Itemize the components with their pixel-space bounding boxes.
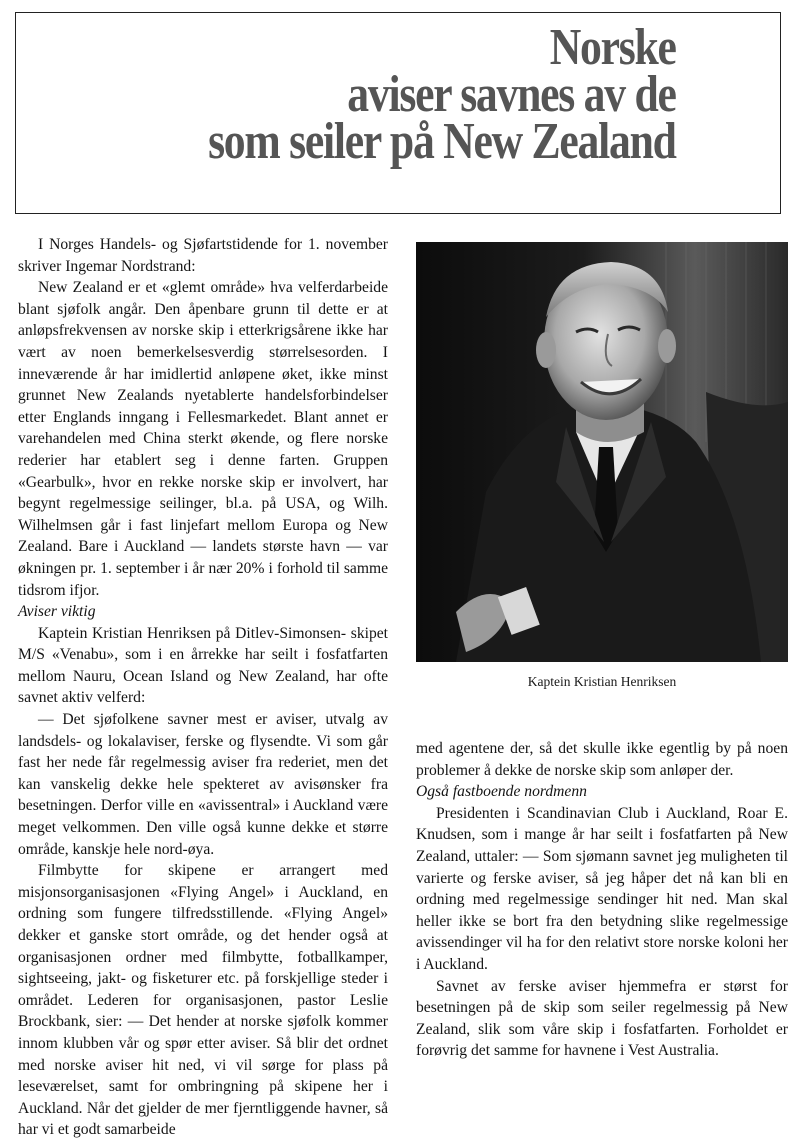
paragraph-conclusion: Savnet av ferske aviser hjemmefra er størst for besetningen på de skip som seiler regelmessig på New Zealand, slik som våre skip i fosfatfarten. Forholdet er forøvrig det samme for havnene i Vest Australia. (416, 977, 788, 1060)
subheading-fastboende: Også fastboende nordmenn (416, 783, 587, 801)
paragraph-scandinavian-club: Presidenten i Scandinavian Club i Auckland, Roar E. Knudsen, som i mange år har seilt i fosfatfarten på New Zealand, uttaler: — Som sjømann savnet jeg muligheten til varierte og ferske aviser, så jeg håper det nå kan bli en ordning med regelmessige sendinger hit ned. Man skal heller ikke se bort fra den betydning slike regelmessige avissendinger vil ha for den relativt store norske koloni her i Auckland. (416, 804, 788, 973)
article-right-column (416, 738, 788, 1062)
paragraph-captain: Kaptein Kristian Henriksen på Ditlev-Simonsen- skipet M/S «Venabu», som i en årrekke har seilt i fosfatfarten mellom Nauru, Ocean Island og New Zealand, har ofte savnet aktiv velferd: (18, 624, 388, 707)
headline-line-1: Norske (550, 19, 676, 76)
article-left-column (18, 234, 388, 1141)
paragraph-intro: I Norges Handels- og Sjøfartstidende for 1. november skriver Ingemar Nordstrand: (18, 236, 388, 275)
portrait-illustration (416, 242, 788, 662)
paragraph-film-exchange: Filmbytte for skipene er arrangert med misjonsorganisasjonen «Flying Angel» i Auckland, en ordning som fungere tilfredsstillende. «Flying Angel» dekker et ganske stort område, og det hender også at organisasjonen ordner med filmbytte, fotballkamper, sightseeing, jakt- og fisketurer etc. på forskjellige steder i området. Lederen for organisasjonen, pastor Leslie Brockbank, sier: — Det hender at norske sjøfolk kommer innom klubben vår og spør etter aviser. Så blir det ordnet med norske aviser hit ned, vi vil sørge for plass på leseværelset, samt for ombringning på skipene her i Auckland. Når det gjelder de mer fjerntliggende havner, så har vi et godt samarbeide (18, 862, 388, 1139)
headline-line-2: aviser savnes av de (347, 66, 676, 123)
headline (208, 19, 676, 170)
headline-line-3: som seiler på New Zealand (208, 113, 676, 170)
paragraph-background: New Zealand er et «glemt område» hva velferdarbeide blant sjøfolk angår. Den åpenbare grunn til dette er at anløpsfrekvensen av norske skip i etterkrigsårene ikke har vært av noen bemerkelsesverdig størrelsesorden. I inneværende år har imidlertid anløpene øket, ikke minst grunnet New Zealands nyetablerte handelsforbindelser etter Englands inngang i Fellesmarkedet. Blant annet er varehandelen med China sterkt økende, og flere norske rederier har etablert seg i denne farten. Gruppen «Gearbulk», hvor en rekke norske skip er involvert, har begynt regelmessige seilinger, bl.a. på USA, og Wilh. Wilhelmsen går i fast linjefart mellom Europa og New Zealand. Bare i Auckland — landets største havn — var økningen pr. 1. september i år nær 20% i forhold til samme tidsrom ifjor. (18, 279, 388, 599)
paragraph-film-exchange-continued: med agentene der, så det skulle ikke egentlig by på noen problemer å dekke de norske skip som anløper der. (416, 740, 788, 779)
photo-caption: Kaptein Kristian Henriksen (527, 674, 677, 689)
paragraph-captain-quote: — Det sjøfolkene savner mest er aviser, utvalg av landsdels- og lokalaviser, ferske og flysendte. Vi som går fast her nede får regelmessig aviser fra rederiet, men det kan vanskelig dekke hele spekteret av avisønsker fra besetningen. Derfor ville en «avissentral» i Auckland være meget velkommen. Den ville også kunne dekke et større område, kanskje hele nord-øya. (18, 711, 388, 858)
portrait-photo (416, 242, 788, 662)
subheading-aviser-viktig: Aviser viktig (18, 603, 96, 621)
